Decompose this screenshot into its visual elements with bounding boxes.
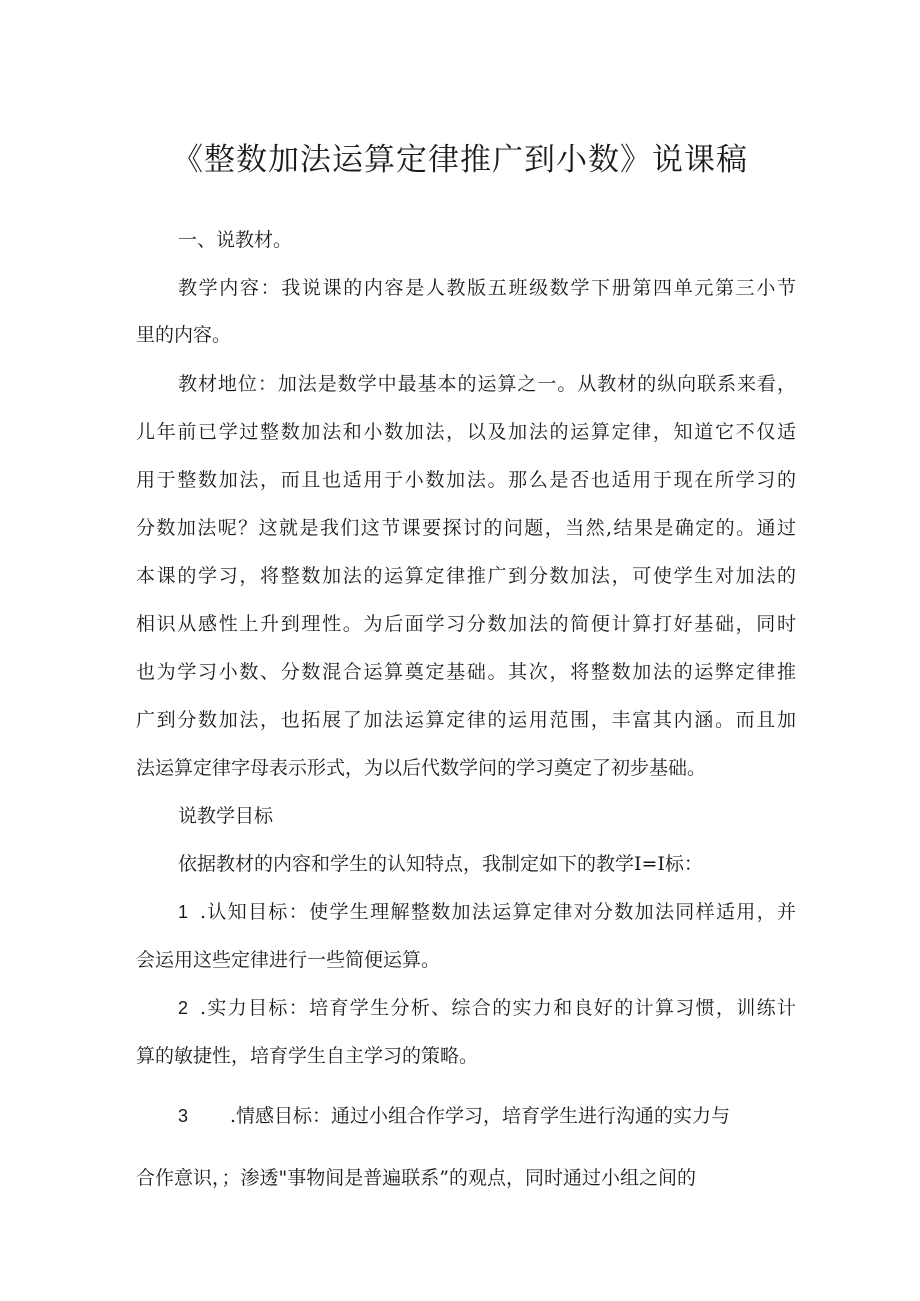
paragraph-line: 会运用这些定律进行一些简便运算。 <box>136 949 441 971</box>
goal-1-line <box>178 898 796 926</box>
paragraph-line: 也为学习小数、分数混合运算奠定基础。其次，将整数加法的运弊定律推 <box>136 661 796 683</box>
paragraph-line: 算的敏捷性，培育学生自主学习的策略。 <box>136 1045 479 1067</box>
goal-2-text: .实力目标：培育学生分析、综合的实力和良好的计算习惯，训练计 <box>200 997 796 1019</box>
paragraph-line: 本课的学习，将整数加法的运算定律推广到分数加法，可使学生对加法的 <box>136 565 796 587</box>
paragraph-line: 广到分数加法，也拓展了加法运算定律的运用范围，丰富其内涵。而且加 <box>136 709 796 731</box>
section-heading-goals: 说教学目标 <box>178 805 274 827</box>
goal-3-line <box>178 1102 796 1130</box>
section-heading-textbook: 一、说教材。 <box>178 229 293 251</box>
paragraph-line: 儿年前已学过整数加法和小数加法，以及加法的运算定律，知道它不仅适 <box>136 421 796 443</box>
paragraph-line: 教学内容：我说课的内容是人教版五班级数学下册第四单元第三小节 <box>178 277 796 299</box>
paragraph-line: 依据教材的内容和学生的认知特点，我制定如下的教学I=I标： <box>178 853 703 875</box>
paragraph-line: 法运算定律字母表示形式，为以后代数学问的学习奠定了初步基础。 <box>136 757 707 779</box>
paragraph-line: 用于整数加法，而且也适用于小数加法。那么是否也适用于现在所学习的 <box>136 469 796 491</box>
goal-2-line <box>178 994 796 1022</box>
goal-1-number: 1 <box>178 902 189 922</box>
goal-2-number: 2 <box>178 998 189 1018</box>
goal-3-text: .情感目标：通过小组合作学习，培育学生进行沟通的实力与 <box>230 1105 731 1127</box>
paragraph-line: 分数加法呢？这就是我们这节课要探讨的问题，当然,结果是确定的。通过 <box>136 517 796 539</box>
paragraph-line: 里的内容。 <box>136 324 232 346</box>
paragraph-line: 合作意识，；渗透"事物间是普遍联系”的观点，同时通过小组之间的 <box>136 1167 696 1189</box>
document-title: 《整数加法运算定律推广到小数》说课稿 <box>172 142 748 178</box>
goal-3-number: 3 <box>178 1106 189 1126</box>
paragraph-line: 教材地位：加法是数学中最基本的运算之一。从教材的纵向联系来看， <box>178 373 796 395</box>
goal-1-text: .认知目标：使学生理解整数加法运算定律对分数加法同样适用，并 <box>200 901 796 923</box>
paragraph-line: 相识从感性上升到理性。为后面学习分数加法的简便计算打好基础，同时 <box>136 613 796 635</box>
